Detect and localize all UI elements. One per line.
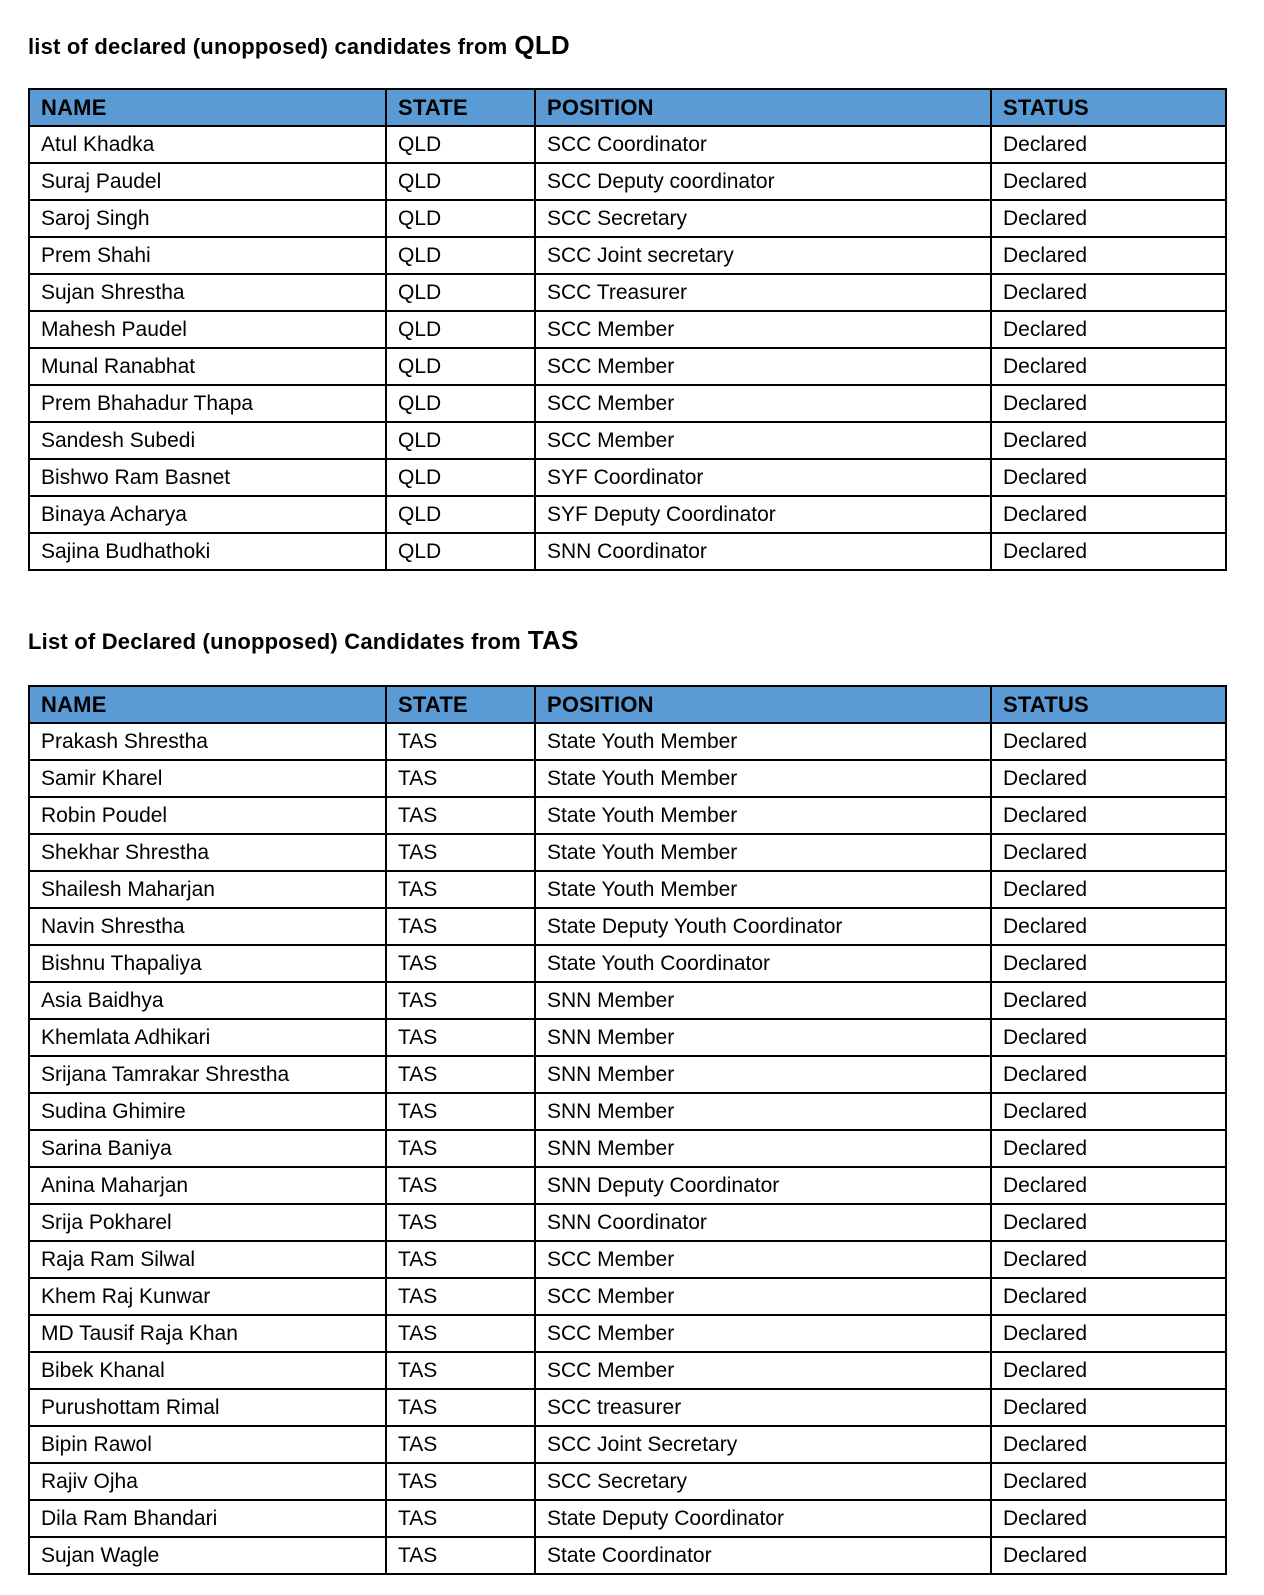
name-cell: Bipin Rawol bbox=[29, 1426, 386, 1463]
qld-table-header bbox=[29, 89, 1226, 126]
name-cell: Munal Ranabhat bbox=[29, 348, 386, 385]
status-cell: Declared bbox=[991, 1130, 1226, 1167]
name-cell: MD Tausif Raja Khan bbox=[29, 1315, 386, 1352]
table-row bbox=[29, 126, 1226, 163]
table-row bbox=[29, 1241, 1226, 1278]
position-cell: SNN Coordinator bbox=[535, 533, 991, 570]
table-row bbox=[29, 163, 1226, 200]
table-row bbox=[29, 1352, 1226, 1389]
state-cell: TAS bbox=[386, 1204, 535, 1241]
status-cell: Declared bbox=[991, 200, 1226, 237]
state-cell: TAS bbox=[386, 1130, 535, 1167]
state-cell: TAS bbox=[386, 1537, 535, 1574]
name-cell: Purushottam Rimal bbox=[29, 1389, 386, 1426]
state-cell: TAS bbox=[386, 1278, 535, 1315]
tas-title-text: List of Declared (unopposed) Candidates from bbox=[28, 629, 521, 655]
state-cell: TAS bbox=[386, 1463, 535, 1500]
table-row bbox=[29, 1056, 1226, 1093]
position-cell: State Youth Member bbox=[535, 797, 991, 834]
table-row bbox=[29, 982, 1226, 1019]
name-cell: Bibek Khanal bbox=[29, 1352, 386, 1389]
state-cell: TAS bbox=[386, 1315, 535, 1352]
table-row bbox=[29, 834, 1226, 871]
status-cell: Declared bbox=[991, 1019, 1226, 1056]
status-column-header: STATUS bbox=[991, 686, 1226, 723]
qld-section-title bbox=[28, 30, 1236, 61]
position-cell: State Coordinator bbox=[535, 1537, 991, 1574]
status-cell: Declared bbox=[991, 871, 1226, 908]
status-cell: Declared bbox=[991, 1056, 1226, 1093]
name-column-header: NAME bbox=[29, 89, 386, 126]
tas-title-state: TAS bbox=[527, 625, 579, 656]
status-cell: Declared bbox=[991, 459, 1226, 496]
state-cell: TAS bbox=[386, 1426, 535, 1463]
state-cell: TAS bbox=[386, 908, 535, 945]
name-cell: Dila Ram Bhandari bbox=[29, 1500, 386, 1537]
table-row bbox=[29, 1389, 1226, 1426]
name-cell: Saroj Singh bbox=[29, 200, 386, 237]
state-cell: TAS bbox=[386, 1093, 535, 1130]
qld-table-body bbox=[29, 126, 1226, 570]
name-cell: Anina Maharjan bbox=[29, 1167, 386, 1204]
status-column-header: STATUS bbox=[991, 89, 1226, 126]
state-cell: QLD bbox=[386, 311, 535, 348]
tas-section-title bbox=[28, 625, 1236, 656]
state-cell: TAS bbox=[386, 1167, 535, 1204]
name-cell: Khemlata Adhikari bbox=[29, 1019, 386, 1056]
name-cell: Sandesh Subedi bbox=[29, 422, 386, 459]
section-qld bbox=[28, 30, 1236, 571]
position-cell: SCC Member bbox=[535, 348, 991, 385]
name-cell: Sujan Wagle bbox=[29, 1537, 386, 1574]
name-cell: Shekhar Shrestha bbox=[29, 834, 386, 871]
name-column-header: NAME bbox=[29, 686, 386, 723]
position-cell: SCC Joint secretary bbox=[535, 237, 991, 274]
table-row bbox=[29, 348, 1226, 385]
position-cell: SNN Member bbox=[535, 1130, 991, 1167]
status-cell: Declared bbox=[991, 760, 1226, 797]
status-cell: Declared bbox=[991, 1315, 1226, 1352]
qld-title-text: list of declared (unopposed) candidates from bbox=[28, 34, 508, 59]
state-cell: TAS bbox=[386, 1389, 535, 1426]
state-cell: TAS bbox=[386, 945, 535, 982]
name-cell: Suraj Paudel bbox=[29, 163, 386, 200]
tas-table-header bbox=[29, 686, 1226, 723]
status-cell: Declared bbox=[991, 533, 1226, 570]
position-cell: SCC Member bbox=[535, 311, 991, 348]
name-cell: Prakash Shrestha bbox=[29, 723, 386, 760]
status-cell: Declared bbox=[991, 1537, 1226, 1574]
state-cell: TAS bbox=[386, 1352, 535, 1389]
position-cell: SCC Member bbox=[535, 1315, 991, 1352]
table-row bbox=[29, 1463, 1226, 1500]
status-cell: Declared bbox=[991, 385, 1226, 422]
table-row bbox=[29, 496, 1226, 533]
table-row bbox=[29, 311, 1226, 348]
state-cell: QLD bbox=[386, 163, 535, 200]
name-cell: Navin Shrestha bbox=[29, 908, 386, 945]
name-cell: Bishwo Ram Basnet bbox=[29, 459, 386, 496]
table-row bbox=[29, 1204, 1226, 1241]
table-row bbox=[29, 1537, 1226, 1574]
state-cell: QLD bbox=[386, 274, 535, 311]
status-cell: Declared bbox=[991, 1093, 1226, 1130]
state-cell: QLD bbox=[386, 200, 535, 237]
state-cell: TAS bbox=[386, 982, 535, 1019]
status-cell: Declared bbox=[991, 797, 1226, 834]
state-cell: QLD bbox=[386, 533, 535, 570]
name-cell: Asia Baidhya bbox=[29, 982, 386, 1019]
table-row bbox=[29, 908, 1226, 945]
position-cell: SYF Deputy Coordinator bbox=[535, 496, 991, 533]
table-row bbox=[29, 200, 1226, 237]
state-cell: QLD bbox=[386, 385, 535, 422]
table-row bbox=[29, 237, 1226, 274]
status-cell: Declared bbox=[991, 348, 1226, 385]
position-cell: SCC treasurer bbox=[535, 1389, 991, 1426]
name-cell: Binaya Acharya bbox=[29, 496, 386, 533]
status-cell: Declared bbox=[991, 723, 1226, 760]
state-cell: TAS bbox=[386, 760, 535, 797]
table-row bbox=[29, 871, 1226, 908]
table-row bbox=[29, 1426, 1226, 1463]
table-row bbox=[29, 1093, 1226, 1130]
state-cell: QLD bbox=[386, 422, 535, 459]
status-cell: Declared bbox=[991, 422, 1226, 459]
status-cell: Declared bbox=[991, 1204, 1226, 1241]
name-cell: Samir Kharel bbox=[29, 760, 386, 797]
position-cell: SNN Member bbox=[535, 1056, 991, 1093]
state-cell: TAS bbox=[386, 871, 535, 908]
position-cell: SCC Member bbox=[535, 385, 991, 422]
state-cell: TAS bbox=[386, 1056, 535, 1093]
state-cell: QLD bbox=[386, 348, 535, 385]
position-cell: SYF Coordinator bbox=[535, 459, 991, 496]
name-cell: Sarina Baniya bbox=[29, 1130, 386, 1167]
qld-candidates-table bbox=[28, 88, 1227, 571]
status-cell: Declared bbox=[991, 834, 1226, 871]
table-row bbox=[29, 1315, 1226, 1352]
position-column-header: POSITION bbox=[535, 89, 991, 126]
status-cell: Declared bbox=[991, 945, 1226, 982]
position-cell: SCC Coordinator bbox=[535, 126, 991, 163]
name-cell: Rajiv Ojha bbox=[29, 1463, 386, 1500]
state-cell: TAS bbox=[386, 1500, 535, 1537]
position-cell: SCC Member bbox=[535, 1278, 991, 1315]
name-cell: Atul Khadka bbox=[29, 126, 386, 163]
position-cell: SNN Member bbox=[535, 982, 991, 1019]
position-cell: SNN Coordinator bbox=[535, 1204, 991, 1241]
status-cell: Declared bbox=[991, 1463, 1226, 1500]
name-cell: Khem Raj Kunwar bbox=[29, 1278, 386, 1315]
position-cell: State Youth Member bbox=[535, 723, 991, 760]
status-cell: Declared bbox=[991, 274, 1226, 311]
table-row bbox=[29, 723, 1226, 760]
status-cell: Declared bbox=[991, 496, 1226, 533]
status-cell: Declared bbox=[991, 1426, 1226, 1463]
status-cell: Declared bbox=[991, 1389, 1226, 1426]
name-cell: Prem Shahi bbox=[29, 237, 386, 274]
status-cell: Declared bbox=[991, 908, 1226, 945]
state-cell: QLD bbox=[386, 459, 535, 496]
table-row bbox=[29, 1130, 1226, 1167]
state-cell: QLD bbox=[386, 126, 535, 163]
section-tas bbox=[28, 625, 1236, 1575]
status-cell: Declared bbox=[991, 1167, 1226, 1204]
state-cell: TAS bbox=[386, 834, 535, 871]
position-cell: SNN Member bbox=[535, 1019, 991, 1056]
tas-table-body bbox=[29, 723, 1226, 1574]
position-cell: SCC Member bbox=[535, 1352, 991, 1389]
status-cell: Declared bbox=[991, 1241, 1226, 1278]
position-cell: State Youth Member bbox=[535, 871, 991, 908]
position-cell: State Deputy Coordinator bbox=[535, 1500, 991, 1537]
header-row bbox=[29, 89, 1226, 126]
table-row bbox=[29, 1167, 1226, 1204]
name-cell: Bishnu Thapaliya bbox=[29, 945, 386, 982]
status-cell: Declared bbox=[991, 1278, 1226, 1315]
table-row bbox=[29, 760, 1226, 797]
name-cell: Mahesh Paudel bbox=[29, 311, 386, 348]
position-cell: State Youth Coordinator bbox=[535, 945, 991, 982]
position-cell: State Youth Member bbox=[535, 834, 991, 871]
status-cell: Declared bbox=[991, 1352, 1226, 1389]
table-row bbox=[29, 533, 1226, 570]
position-cell: State Youth Member bbox=[535, 760, 991, 797]
state-column-header: STATE bbox=[386, 89, 535, 126]
position-cell: SCC Deputy coordinator bbox=[535, 163, 991, 200]
position-column-header: POSITION bbox=[535, 686, 991, 723]
status-cell: Declared bbox=[991, 982, 1226, 1019]
header-row bbox=[29, 686, 1226, 723]
name-cell: Robin Poudel bbox=[29, 797, 386, 834]
name-cell: Sudina Ghimire bbox=[29, 1093, 386, 1130]
name-cell: Raja Ram Silwal bbox=[29, 1241, 386, 1278]
table-row bbox=[29, 274, 1226, 311]
name-cell: Srijana Tamrakar Shrestha bbox=[29, 1056, 386, 1093]
table-row bbox=[29, 459, 1226, 496]
table-row bbox=[29, 1019, 1226, 1056]
position-cell: SCC Secretary bbox=[535, 200, 991, 237]
name-cell: Sajina Budhathoki bbox=[29, 533, 386, 570]
state-cell: TAS bbox=[386, 1241, 535, 1278]
status-cell: Declared bbox=[991, 311, 1226, 348]
state-cell: TAS bbox=[386, 723, 535, 760]
status-cell: Declared bbox=[991, 163, 1226, 200]
table-row bbox=[29, 385, 1226, 422]
table-row bbox=[29, 1500, 1226, 1537]
state-column-header: STATE bbox=[386, 686, 535, 723]
table-row bbox=[29, 422, 1226, 459]
table-row bbox=[29, 945, 1226, 982]
state-cell: TAS bbox=[386, 1019, 535, 1056]
status-cell: Declared bbox=[991, 126, 1226, 163]
state-cell: QLD bbox=[386, 237, 535, 274]
name-cell: Srija Pokharel bbox=[29, 1204, 386, 1241]
state-cell: QLD bbox=[386, 496, 535, 533]
position-cell: SCC Treasurer bbox=[535, 274, 991, 311]
status-cell: Declared bbox=[991, 237, 1226, 274]
table-row bbox=[29, 1278, 1226, 1315]
position-cell: SCC Secretary bbox=[535, 1463, 991, 1500]
name-cell: Sujan Shrestha bbox=[29, 274, 386, 311]
name-cell: Prem Bhahadur Thapa bbox=[29, 385, 386, 422]
state-cell: TAS bbox=[386, 797, 535, 834]
qld-title-state: QLD bbox=[514, 30, 570, 60]
position-cell: SNN Deputy Coordinator bbox=[535, 1167, 991, 1204]
position-cell: SCC Joint Secretary bbox=[535, 1426, 991, 1463]
tas-candidates-table bbox=[28, 685, 1227, 1575]
position-cell: SCC Member bbox=[535, 422, 991, 459]
position-cell: State Deputy Youth Coordinator bbox=[535, 908, 991, 945]
position-cell: SNN Member bbox=[535, 1093, 991, 1130]
table-row bbox=[29, 797, 1226, 834]
position-cell: SCC Member bbox=[535, 1241, 991, 1278]
status-cell: Declared bbox=[991, 1500, 1226, 1537]
name-cell: Shailesh Maharjan bbox=[29, 871, 386, 908]
